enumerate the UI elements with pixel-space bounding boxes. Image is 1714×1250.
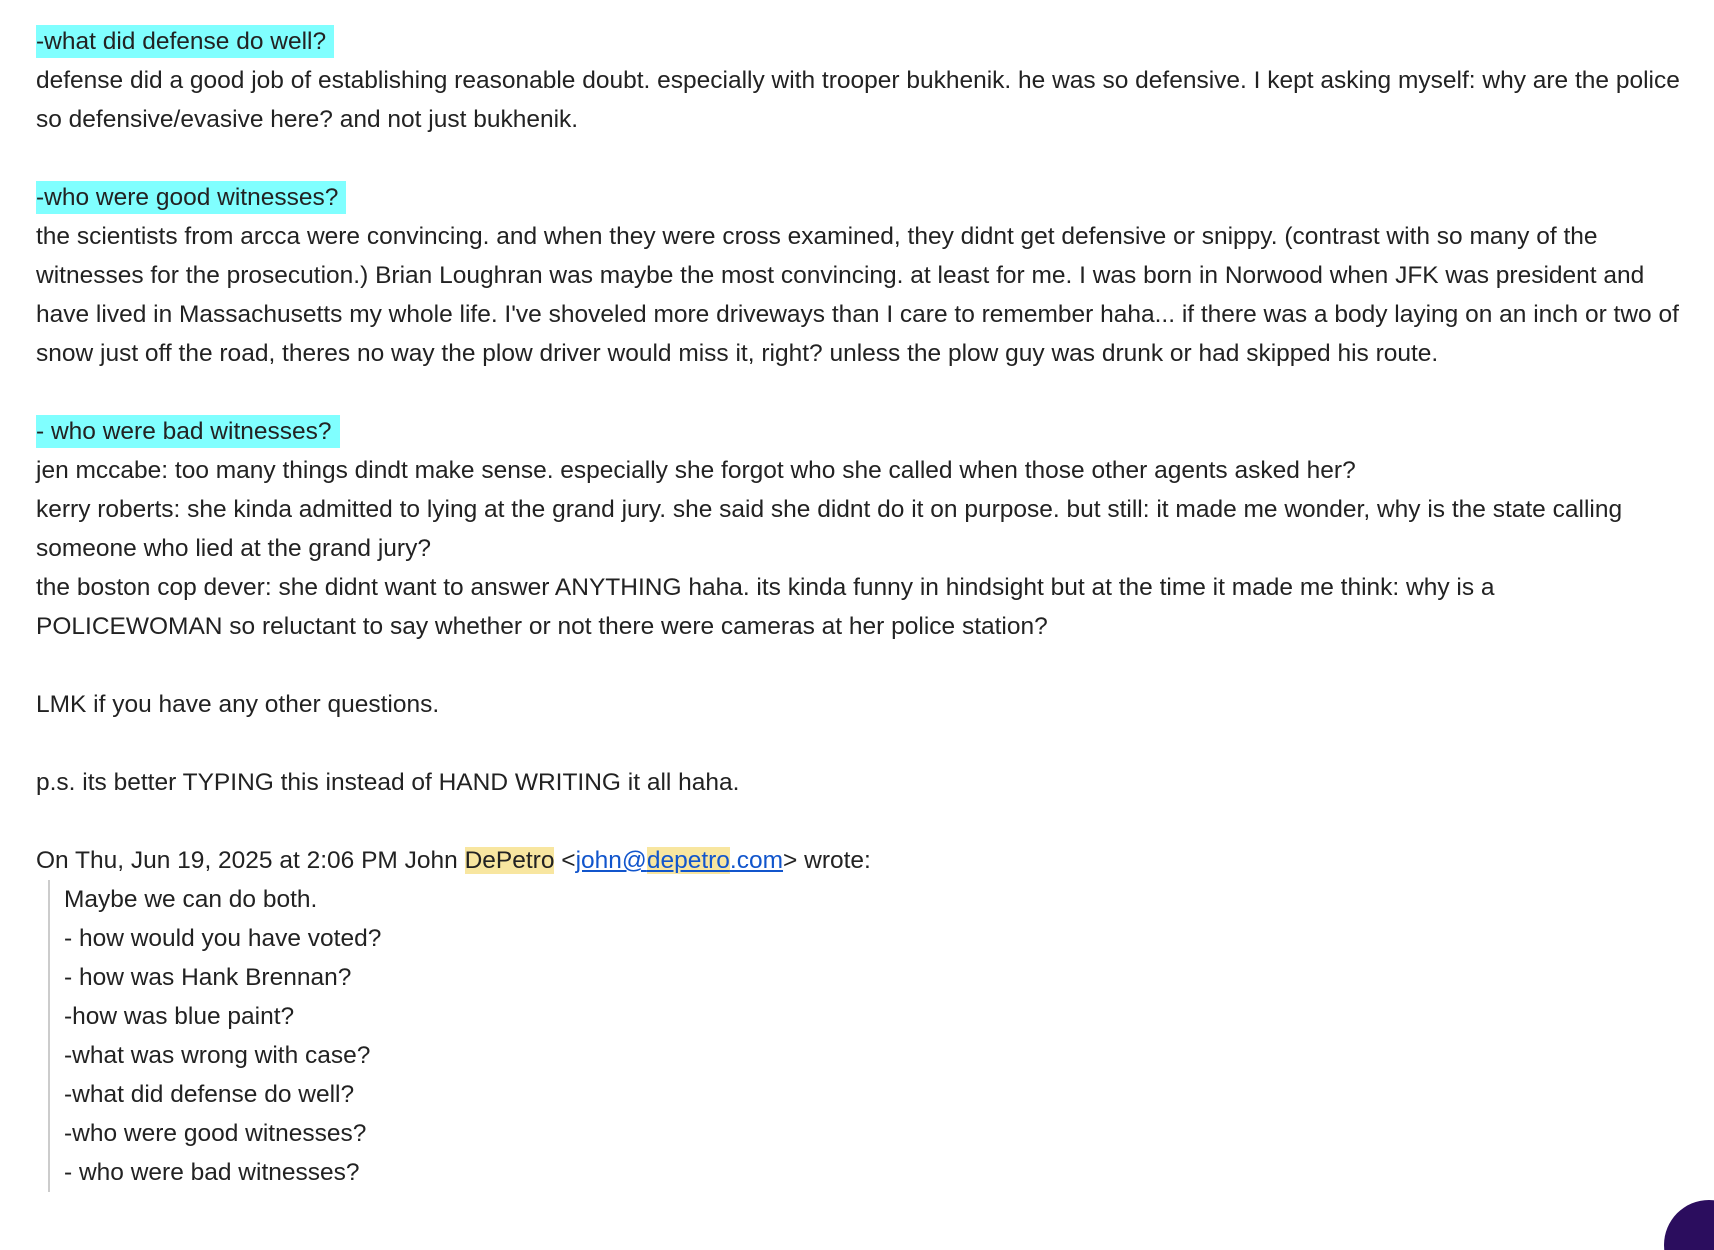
answer-paragraph: the scientists from arcca were convincing. and when they were cross examined, they didnt get defensive or snippy. (contrast with so many of the witnesses for the prosecution.) Brian Loughran was maybe the most convincing. at least for me. I was born in Norwood when JFK was president and have lived in Massachusetts my whole life. I've shoveled more driveways than I care to remember haha... if there was a body laying on an inch or two of snow just off the road, theres no way the plow driver would miss it, right? unless the plow guy was drunk or had skipped his route. <box>36 223 1679 367</box>
postscript-line: p.s. its better TYPING this instead of HAND WRITING it all haha. <box>36 769 740 796</box>
section-heading <box>36 412 1686 451</box>
quote-attribution <box>36 841 1686 880</box>
highlighted-question: -what did defense do well? <box>36 25 334 58</box>
answer-paragraph: the boston cop dever: she didnt want to answer ANYTHING haha. its kinda funny in hindsight but at the time it made me think: why is a POLICEWOMAN so reluctant to say whether or not there were cameras at her police station? <box>36 574 1495 640</box>
blank-line <box>36 724 1686 763</box>
section-heading <box>36 22 1686 61</box>
blank-line <box>36 139 1686 178</box>
email-message-body <box>36 22 1686 1192</box>
highlighted-question: -who were good witnesses? <box>36 181 346 214</box>
blank-line <box>36 373 1686 412</box>
quoted-line: -who were good witnesses? <box>64 1120 367 1147</box>
email-domain-highlight: depetro <box>646 847 730 874</box>
answer-paragraph: defense did a good job of establishing reasonable doubt. especially with trooper bukhenik. he was so defensive. I kept asking myself: why are the police so defensive/evasive here? and not just bukhenik. <box>36 67 1680 133</box>
attribution-open-angle: < <box>554 847 576 874</box>
quoted-line: - how was Hank Brennan? <box>64 964 352 991</box>
quoted-line: - who were bad witnesses? <box>64 1159 360 1186</box>
blank-line <box>36 646 1686 685</box>
section-heading <box>36 178 1686 217</box>
quoted-line: -what was wrong with case? <box>64 1042 371 1069</box>
quoted-line: -what did defense do well? <box>64 1081 355 1108</box>
quoted-message <box>48 880 1686 1192</box>
email-tld: .com <box>729 847 784 874</box>
sender-name-highlight: DePetro <box>464 847 555 874</box>
answer-paragraph: jen mccabe: too many things dindt make sense. especially she forgot who she called when those other agents asked her? <box>36 457 1356 484</box>
highlighted-question: - who were bad witnesses? <box>36 415 340 448</box>
sender-email-link[interactable] <box>576 847 783 874</box>
attribution-prefix: On Thu, Jun 19, 2025 at 2:06 PM John <box>36 847 465 874</box>
closing-line: LMK if you have any other questions. <box>36 691 440 718</box>
attribution-suffix: > wrote: <box>783 847 871 874</box>
answer-paragraph: kerry roberts: she kinda admitted to lying at the grand jury. she said she didnt do it on purpose. but still: it made me wonder, why is the state calling someone who lied at the grand jury? <box>36 496 1623 562</box>
quoted-line: -how was blue paint? <box>64 1003 295 1030</box>
email-user: john@ <box>575 847 647 874</box>
floating-action-button[interactable] <box>1664 1200 1714 1250</box>
quoted-line: Maybe we can do both. <box>64 886 318 913</box>
blank-line <box>36 802 1686 841</box>
quoted-line: - how would you have voted? <box>64 925 382 952</box>
